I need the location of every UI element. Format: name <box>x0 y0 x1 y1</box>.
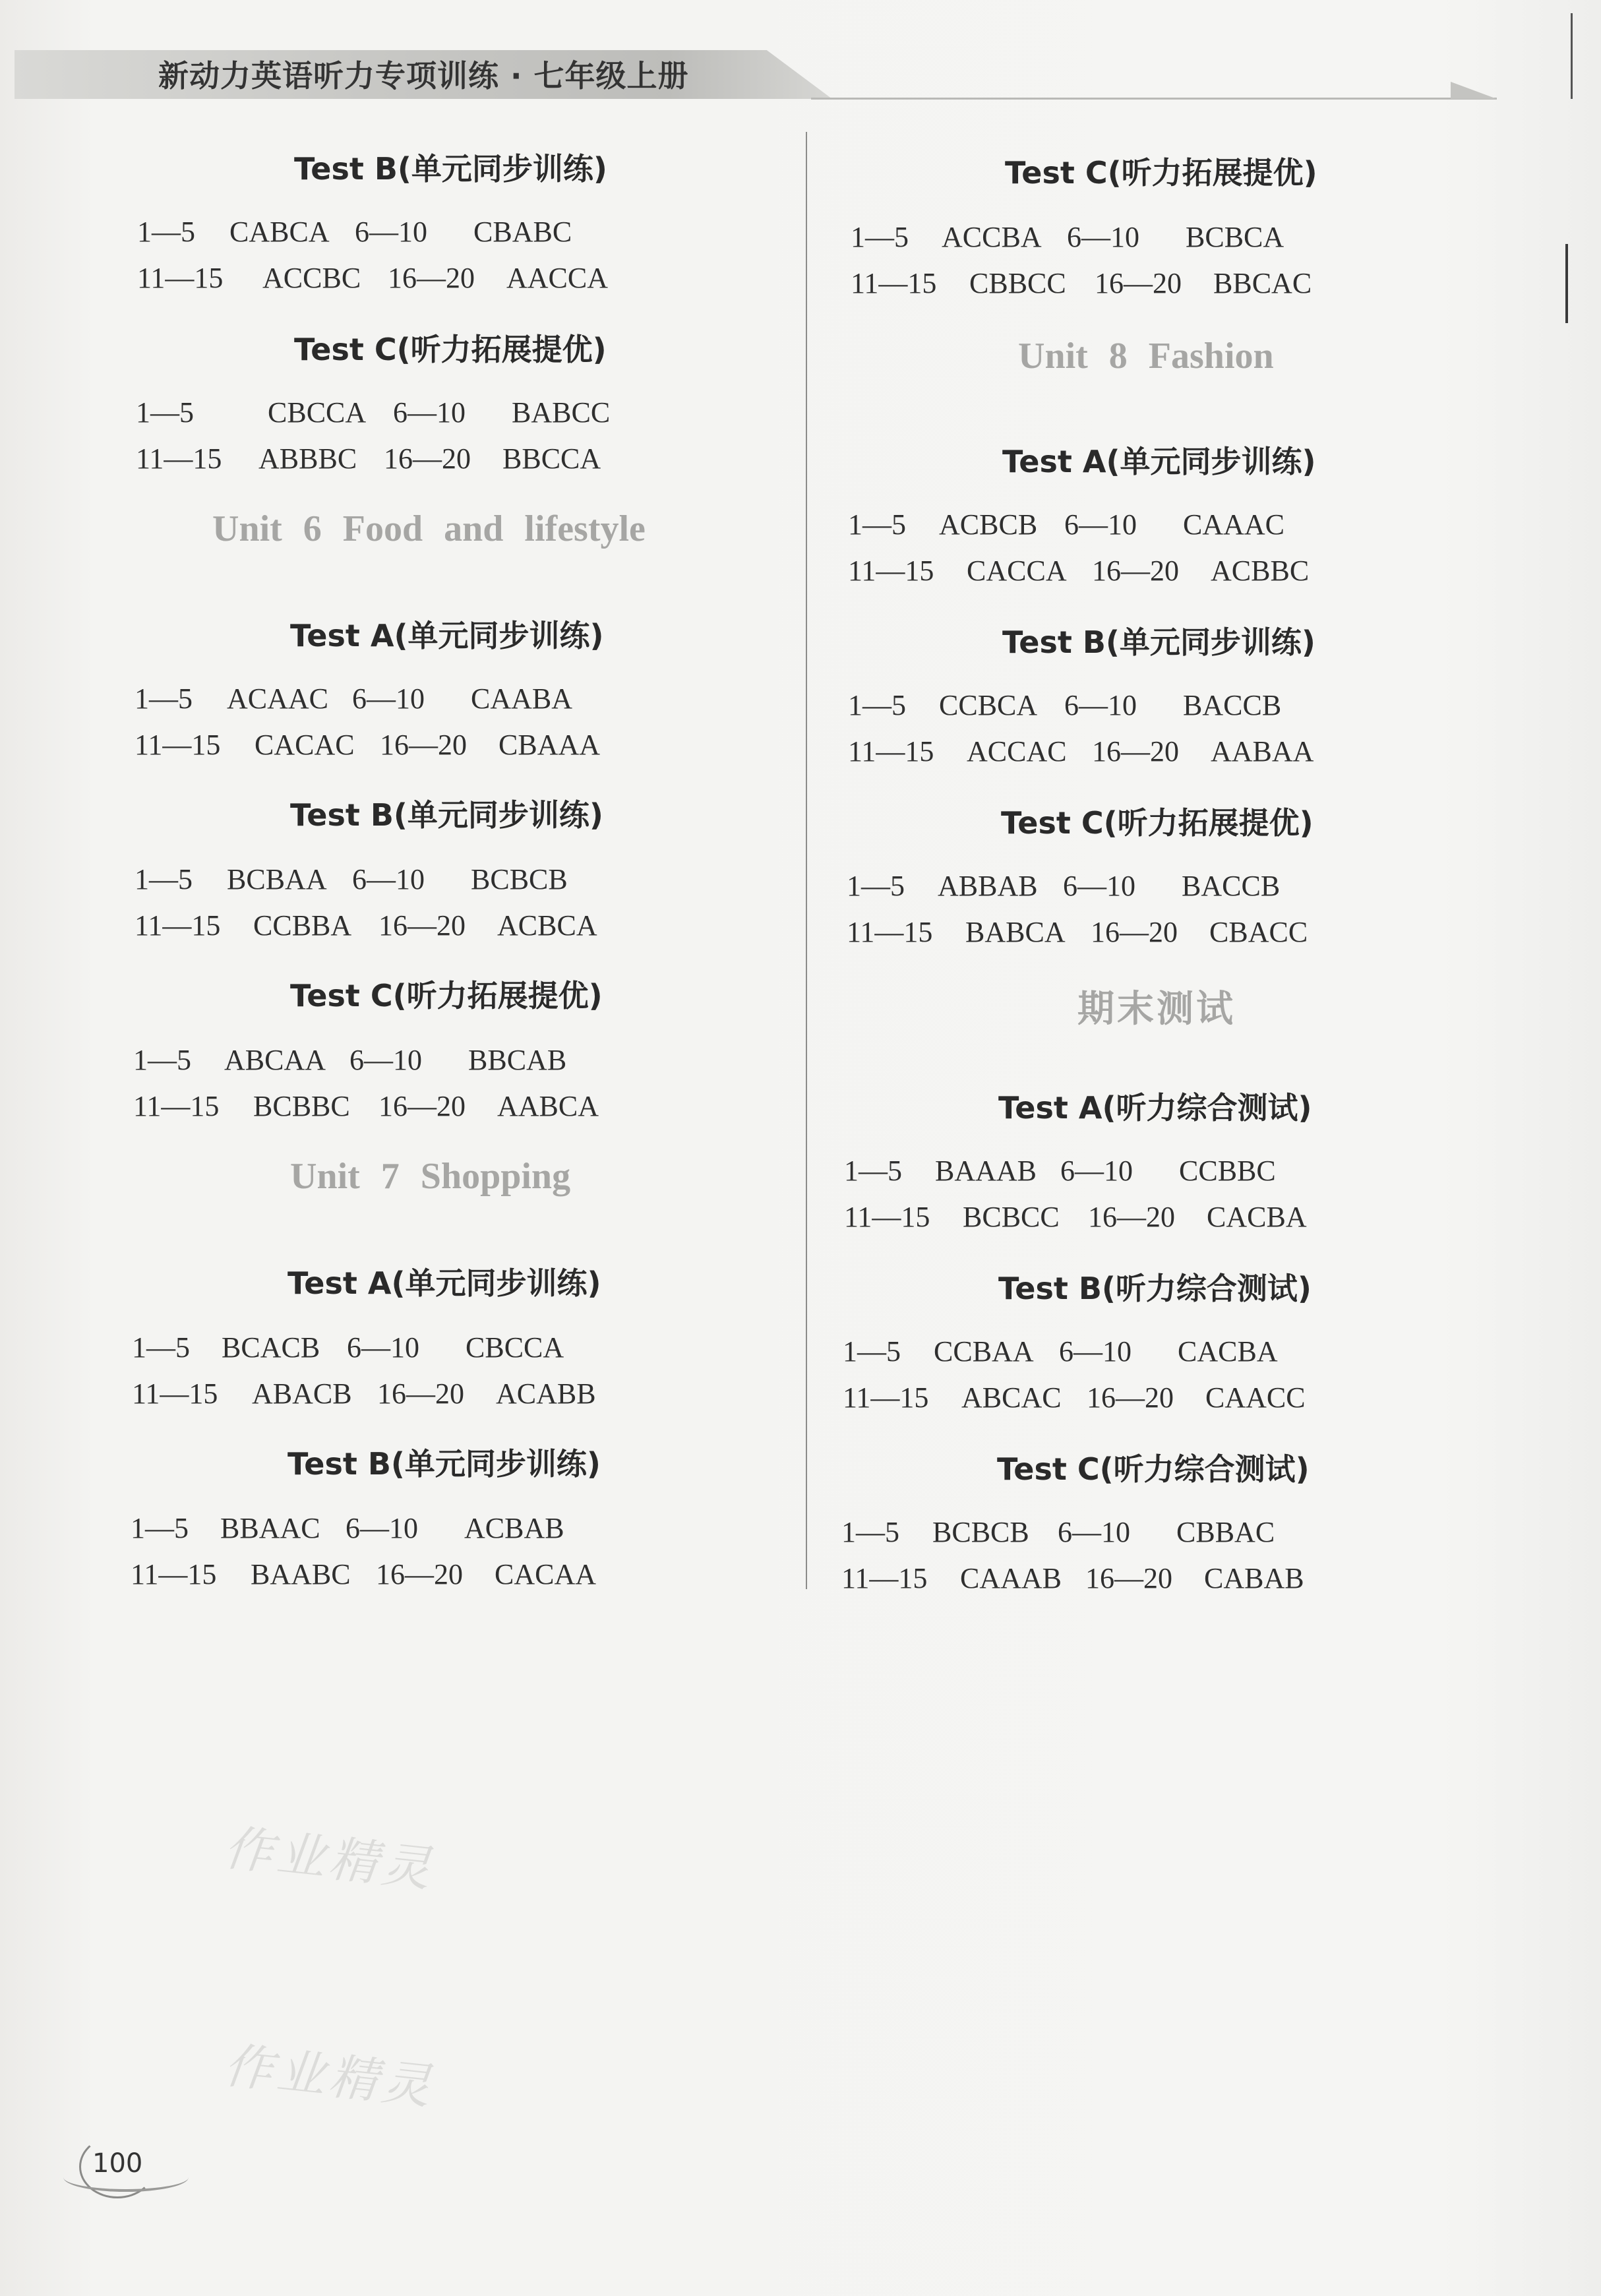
answer-row <box>847 915 1335 949</box>
range-label: 16—20 <box>376 1558 463 1590</box>
range-label: 16—20 <box>384 442 471 475</box>
range-label: 1—5 <box>851 221 909 253</box>
section-heading: Test A(听力综合测试) <box>998 1090 1312 1126</box>
section-heading: Test A(单元同步训练) <box>1002 444 1316 479</box>
answer-key: CCBBA <box>253 909 352 942</box>
section-heading: Test B(单元同步训练) <box>290 797 603 833</box>
range-label: 16—20 <box>1092 555 1179 587</box>
answer-key: CBCCA <box>466 1331 564 1364</box>
answer-key: BCBBC <box>253 1090 350 1122</box>
answer-key: BBCAB <box>468 1044 567 1076</box>
range-label: 11—15 <box>843 1381 929 1414</box>
answer-row <box>132 1331 591 1364</box>
answer-key: CAAAB <box>960 1562 1062 1594</box>
answer-key: CBCCA <box>268 396 367 429</box>
answer-key: ACCAC <box>967 735 1067 768</box>
range-label: 1—5 <box>135 863 193 895</box>
answer-key: ACAAC <box>227 682 329 715</box>
section-heading: Test B(单元同步训练) <box>294 151 607 187</box>
range-label: 11—15 <box>133 1090 220 1122</box>
range-label: 11—15 <box>851 267 937 299</box>
header-rule <box>811 98 1497 100</box>
answer-row <box>848 688 1308 722</box>
answer-key: CACCA <box>967 555 1067 587</box>
answer-key: CBABC <box>473 216 572 248</box>
answer-key: CACBA <box>1178 1335 1278 1368</box>
answer-row <box>841 1515 1302 1549</box>
book-title: 新动力英语听力专项训练 · 七年级上册 <box>158 58 689 94</box>
answer-row <box>851 220 1311 254</box>
range-label: 16—20 <box>1091 916 1178 948</box>
answer-row <box>135 909 622 942</box>
page-edge-mark <box>1565 244 1568 323</box>
answer-row <box>135 682 596 715</box>
section-heading: Test A(单元同步训练) <box>290 618 604 653</box>
range-label: 6—10 <box>349 1044 422 1076</box>
range-label: 11—15 <box>131 1558 217 1590</box>
answer-key: BBCAC <box>1213 267 1312 299</box>
range-label: 6—10 <box>1063 870 1135 902</box>
answer-key: CCBCA <box>939 689 1038 721</box>
answer-key: CACAA <box>495 1558 597 1590</box>
answer-key: BCBCA <box>1186 221 1284 253</box>
watermark: 作业精灵 <box>221 1819 437 1898</box>
answer-key: BAABC <box>251 1558 351 1590</box>
answer-key: ACCBA <box>942 221 1042 253</box>
range-label: 16—20 <box>1087 1381 1174 1414</box>
answer-row <box>848 508 1308 541</box>
section-heading: Test C(听力拓展提优) <box>294 332 607 367</box>
answer-key: CABAB <box>1204 1562 1304 1594</box>
answer-row <box>841 1561 1329 1595</box>
section-heading: Test B(听力综合测试) <box>998 1271 1312 1306</box>
answer-key: ACCBC <box>262 262 361 294</box>
unit-heading: Unit 7 Shopping <box>290 1156 571 1197</box>
answer-row <box>136 442 628 475</box>
answer-key: CAAAC <box>1183 508 1285 541</box>
answer-key: CBAAA <box>498 729 601 761</box>
answer-key: BABCA <box>965 916 1066 948</box>
answer-key: ACABB <box>496 1377 596 1410</box>
answer-key: ABBAB <box>938 870 1038 902</box>
range-label: 1—5 <box>843 1335 901 1368</box>
answer-key: CAABA <box>471 682 573 715</box>
answer-key: AABCA <box>497 1090 599 1122</box>
answer-row <box>131 1557 620 1591</box>
range-label: 1—5 <box>847 870 905 902</box>
answer-row <box>131 1511 589 1545</box>
range-label: 16—20 <box>1088 1201 1175 1233</box>
answer-key: CBACC <box>1209 916 1308 948</box>
answer-key: BCACB <box>222 1331 320 1364</box>
range-label: 1—5 <box>136 396 194 429</box>
answer-row <box>843 1381 1331 1414</box>
answer-row <box>132 1377 621 1410</box>
answer-row <box>851 266 1339 300</box>
answer-key: ABACB <box>252 1377 352 1410</box>
answer-key: BAAAB <box>935 1155 1037 1187</box>
range-label: 1—5 <box>133 1044 191 1076</box>
range-label: 16—20 <box>378 1090 466 1122</box>
answer-key: BCBAA <box>227 863 327 895</box>
range-label: 1—5 <box>844 1155 902 1187</box>
answer-row <box>844 1154 1304 1188</box>
range-label: 16—20 <box>377 1377 464 1410</box>
range-label: 6—10 <box>352 682 425 715</box>
range-label: 6—10 <box>1064 689 1137 721</box>
range-label: 11—15 <box>135 729 221 761</box>
answer-key: ACBAB <box>464 1512 564 1544</box>
range-label: 1—5 <box>131 1512 189 1544</box>
answer-row <box>848 735 1336 768</box>
section-heading: Test A(单元同步训练) <box>287 1265 601 1301</box>
section-heading: Test C(听力拓展提优) <box>1005 155 1317 191</box>
range-label: 6—10 <box>347 1331 419 1364</box>
answer-key: BABCC <box>512 396 611 429</box>
page-number: 100 <box>92 2148 143 2179</box>
range-label: 11—15 <box>848 555 934 587</box>
section-heading: Test B(单元同步训练) <box>287 1446 601 1482</box>
range-label: 16—20 <box>1085 1562 1172 1594</box>
range-label: 6—10 <box>1067 221 1139 253</box>
range-label: 6—10 <box>346 1512 418 1544</box>
column-divider <box>806 132 807 1589</box>
answer-key: BBCCA <box>502 442 601 475</box>
answer-key: BCBCB <box>471 863 568 895</box>
range-label: 6—10 <box>352 863 425 895</box>
unit-heading: 期末测试 <box>1077 988 1236 1031</box>
answer-key: CCBBC <box>1179 1155 1276 1187</box>
answer-key: CCBAA <box>934 1335 1034 1368</box>
answer-row <box>848 554 1336 588</box>
answer-key: AACCA <box>506 262 609 294</box>
answer-row <box>133 1043 593 1077</box>
range-label: 11—15 <box>841 1562 928 1594</box>
range-label: 11—15 <box>848 735 934 768</box>
answer-row <box>133 1089 622 1123</box>
range-label: 1—5 <box>848 508 906 541</box>
watermark: 作业精灵 <box>221 2037 437 2116</box>
range-label: 6—10 <box>1064 508 1137 541</box>
answer-row <box>137 261 632 295</box>
range-label: 11—15 <box>847 916 933 948</box>
range-label: 1—5 <box>848 689 906 721</box>
range-label: 11—15 <box>136 442 222 475</box>
answer-key: ABCAC <box>961 1381 1062 1414</box>
answer-row <box>135 862 596 896</box>
answer-key: BCBCB <box>932 1516 1029 1548</box>
answer-key: ABCAA <box>224 1044 326 1076</box>
unit-heading: Unit 6 Food and lifestyle <box>212 508 646 549</box>
answer-key: ACBCA <box>497 909 597 942</box>
range-label: 6—10 <box>1058 1516 1130 1548</box>
range-label: 11—15 <box>132 1377 218 1410</box>
range-label: 11—15 <box>135 909 221 942</box>
answer-key: AABAA <box>1211 735 1314 768</box>
section-heading: Test C(听力拓展提优) <box>1001 805 1314 841</box>
range-label: 11—15 <box>137 262 224 294</box>
answer-key: ACBBC <box>1211 555 1310 587</box>
range-label: 16—20 <box>1092 735 1179 768</box>
range-label: 11—15 <box>844 1201 930 1233</box>
range-label: 6—10 <box>1060 1155 1133 1187</box>
answer-key: BCBCC <box>963 1201 1060 1233</box>
range-label: 6—10 <box>355 216 427 248</box>
range-label: 1—5 <box>137 216 195 248</box>
section-heading: Test B(单元同步训练) <box>1002 624 1315 660</box>
answer-key: CABCA <box>229 216 330 248</box>
range-label: 1—5 <box>132 1331 190 1364</box>
answer-key: BBAAC <box>220 1512 320 1544</box>
range-label: 6—10 <box>1059 1335 1132 1368</box>
range-label: 16—20 <box>388 262 475 294</box>
answer-key: CACBA <box>1207 1201 1307 1233</box>
range-label: 6—10 <box>393 396 466 429</box>
answer-key: BACCB <box>1182 870 1281 902</box>
answer-key: CBBAC <box>1176 1516 1275 1548</box>
answer-key: CACAC <box>255 729 355 761</box>
answer-key: ACBCB <box>939 508 1038 541</box>
range-label: 1—5 <box>135 682 193 715</box>
answer-row <box>137 215 599 249</box>
range-label: 1—5 <box>841 1516 899 1548</box>
range-label: 16—20 <box>380 729 467 761</box>
unit-heading: Unit 8 Fashion <box>1018 336 1274 377</box>
answer-key: ABBBC <box>258 442 357 475</box>
answer-key: BACCB <box>1183 689 1282 721</box>
answer-row <box>135 728 624 762</box>
section-heading: Test C(听力综合测试) <box>997 1451 1310 1487</box>
answer-row <box>136 396 637 429</box>
answer-row <box>843 1335 1303 1368</box>
range-label: 16—20 <box>1095 267 1182 299</box>
section-heading: Test C(听力拓展提优) <box>290 978 603 1013</box>
range-label: 16—20 <box>378 909 466 942</box>
answer-row <box>847 869 1307 903</box>
answer-row <box>844 1200 1332 1234</box>
answer-key: CBBCC <box>969 267 1066 299</box>
page-edge-line <box>1571 13 1573 99</box>
answer-key: CAACC <box>1205 1381 1306 1414</box>
